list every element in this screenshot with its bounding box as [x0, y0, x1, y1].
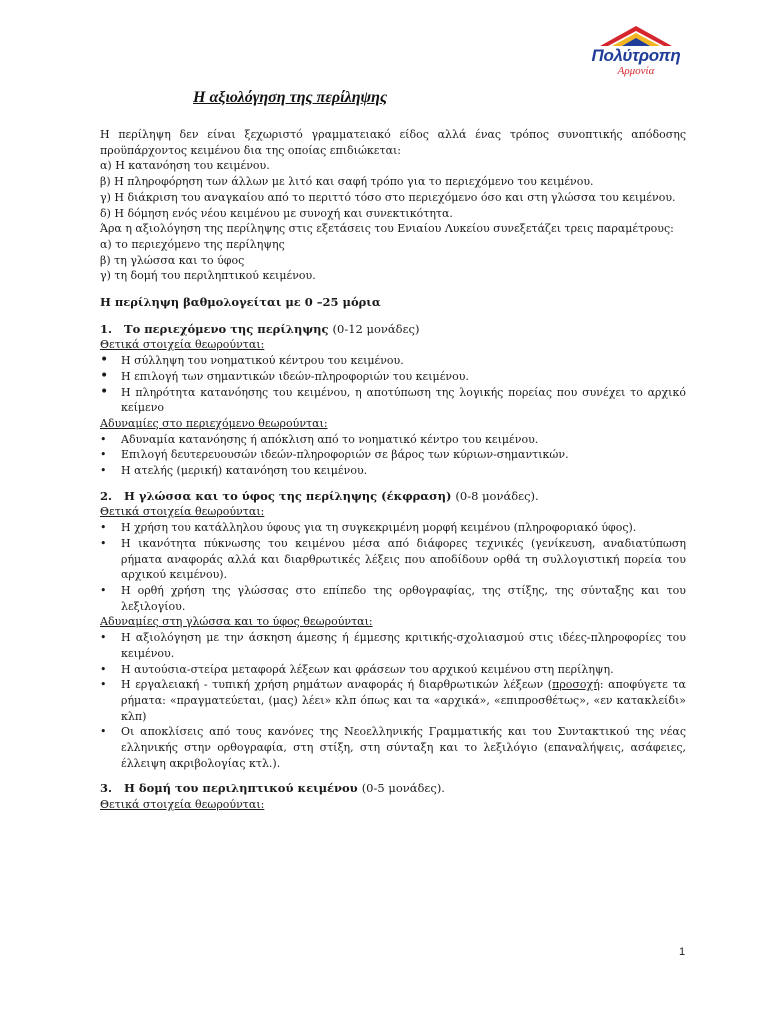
bullet-icon: • — [100, 725, 107, 739]
house-roof-icon — [598, 24, 674, 48]
list-item: • Η χρήση του κατάλληλου ύφους για τη συγκεκριμένη μορφή κειμένου (πληροφοριακό ύφος). — [100, 521, 637, 535]
list-item: • Η πληρότητα κατανόησης του κειμένου, η αποτύπωση της λογικής πορείας που συνέχει το αρχικό κείμενο — [100, 383, 686, 415]
intro-param-c: γ) τη δομή του περιληπτικού κειμένου. — [100, 269, 316, 283]
grading-heading: Η περίληψη βαθμολογείται με 0 –25 μόρια — [100, 295, 381, 310]
bullet-icon: • — [100, 678, 107, 692]
list-item: • Οι αποκλίσεις από τους κανόνες της Νεοελληνικής Γραμματικής και του Συντακτικού της νέας ελληνικής στην ορθογραφία, στη στίξη, στη σύνταξη και το λεξιλόγιο (επαναλήψεις, ασάφειες, έλλειψη ακριβολογίας κτλ.). — [100, 725, 686, 770]
positive-list — [100, 520, 686, 614]
section-points: (0-8 μονάδες). — [455, 488, 539, 503]
section-title: Το περιεχόμενο της περίληψης — [124, 321, 329, 336]
negative-label: Αδυναμίες στο περιεχόμενο θεωρούνται: — [100, 416, 328, 430]
section-heading — [100, 322, 686, 338]
positive-label: Θετικά στοιχεία θεωρούνται: — [100, 338, 265, 352]
list-item: • Η ορθή χρήση της γλώσσας στο επίπεδο της ορθογραφίας, της στίξης, της σύνταξης και του λεξιλογίου. — [100, 583, 686, 613]
list-item: • Αδυναμία κατανόησης ή απόκλιση από το νοηματικό κέντρο του κειμένου. — [100, 432, 539, 446]
list-item: • Η ατελής (μερική) κατανόηση του κειμένου. — [100, 464, 368, 478]
bullet-icon: • — [100, 352, 109, 369]
attention-word: προσοχή — [552, 678, 600, 692]
bullet-icon: • — [100, 464, 107, 478]
logo-name: Πολύτροπη — [591, 46, 681, 65]
section-number: 1. — [100, 321, 113, 336]
intro-aim-a: α) Η κατανόηση του κειμένου. — [100, 159, 270, 173]
bullet-icon: • — [100, 662, 107, 676]
negative-list — [100, 630, 686, 771]
publisher-logo — [590, 24, 682, 80]
bullet-icon: • — [100, 631, 107, 645]
section-points: (0-5 μονάδες). — [361, 781, 445, 796]
intro-param-a: α) το περιεχόμενο της περίληψης — [100, 237, 285, 251]
list-item: • Η επιλογή των σημαντικών ιδεών-πληροφοριών του κειμένου. — [100, 367, 469, 384]
positive-label: Θετικά στοιχεία θεωρούνται: — [100, 505, 265, 519]
positive-list — [100, 353, 686, 416]
intro-param-b: β) τη γλώσσα και το ύφος — [100, 253, 245, 267]
section-number: 2. — [100, 488, 113, 503]
intro-aim-d: δ) Η δόμηση ενός νέου κειμένου με συνοχή και συνεκτικότητα. — [100, 206, 453, 220]
negative-list — [100, 432, 686, 479]
list-item: • Η εργαλειακή - τυπική χρήση ρημάτων αναφοράς ή διαρθρωτικών λέξεων (προσοχή: αποφύγετε τα ρήματα: «πραγματεύεται, (μας) λέει» κλπ όπως και τα «αρχικά», «επιπροσθέτως», «εν κατακλείδι» κλπ) — [100, 678, 686, 723]
intro-paragraph: Η περίληψη δεν είναι ξεχωριστό γραμματειακό είδος αλλά ένας τρόπος συνοπτικής απόδοσης προϋπάρχοντος κειμένου δια της οποίας επιδιώκεται: — [100, 128, 686, 157]
list-item: • Η ικανότητα πύκνωσης του κειμένου μέσα από διάφορες τεχνικές (γενίκευση, αναδιατύπωση ρήματα αναφοράς αλλά και διαρθρωτικές λέξεις που αποδίδουν ορθά τη συλλογιστική πορεία του αρχικού κειμένου). — [100, 536, 686, 582]
document-title: Η αξιολόγηση της περίληψης — [193, 89, 388, 106]
intro-assessment: Άρα η αξιολόγηση της περίληψης στις εξετάσεις του Ενιαίου Λυκείου συνεξετάζει τρεις παραμέτρους: — [100, 222, 674, 236]
section-heading — [100, 489, 686, 505]
negative-label: Αδυναμίες στη γλώσσα και το ύφος θεωρούνται: — [100, 615, 373, 629]
section-number: 3. — [100, 781, 113, 796]
section-points: (0-12 μονάδες) — [332, 321, 420, 336]
positive-label: Θετικά στοιχεία θεωρούνται: — [100, 798, 265, 812]
bullet-icon: • — [100, 536, 107, 550]
bullet-icon: • — [100, 583, 107, 597]
section-title: Η δομή του περιληπτικού κειμένου — [124, 781, 358, 796]
document-body — [100, 127, 686, 813]
intro-block — [100, 127, 686, 284]
section-title: Η γλώσσα και το ύφος της περίληψης (έκφραση) — [124, 488, 452, 503]
bullet-icon: • — [100, 383, 109, 400]
bullet-icon: • — [100, 432, 107, 446]
list-item: • Επιλογή δευτερευουσών ιδεών-πληροφοριών σε βάρος των κύριων-σημαντικών. — [100, 448, 569, 462]
page-number: 1 — [679, 946, 686, 958]
bullet-icon: • — [100, 448, 107, 462]
intro-aim-b: β) Η πληροφόρηση των άλλων με λιτό και σαφή τρόπο για το περιεχόμενο του κειμένου. — [100, 175, 594, 189]
section-heading — [100, 781, 686, 797]
bullet-icon: • — [100, 521, 107, 535]
list-item: • Η αυτούσια-στείρα μεταφορά λέξεων και φράσεων του αρχικού κειμένου στη περίληψη. — [100, 662, 614, 676]
bullet-icon: • — [100, 367, 109, 384]
intro-aim-c: γ) Η διάκριση του αναγκαίου από το περιττό τόσο στο περιεχόμενο όσο και στη γλώσσα του κειμένου. — [100, 190, 676, 204]
list-item: • Η αξιολόγηση με την άσκηση άμεσης ή έμμεσης κριτικής-σχολιασμού στις ιδέες-πληροφορίες του κειμένου. — [100, 631, 686, 660]
list-item: • Η σύλληψη του νοηματικού κέντρου του κειμένου. — [100, 352, 404, 369]
logo-tagline: Αρμονία — [617, 65, 655, 77]
